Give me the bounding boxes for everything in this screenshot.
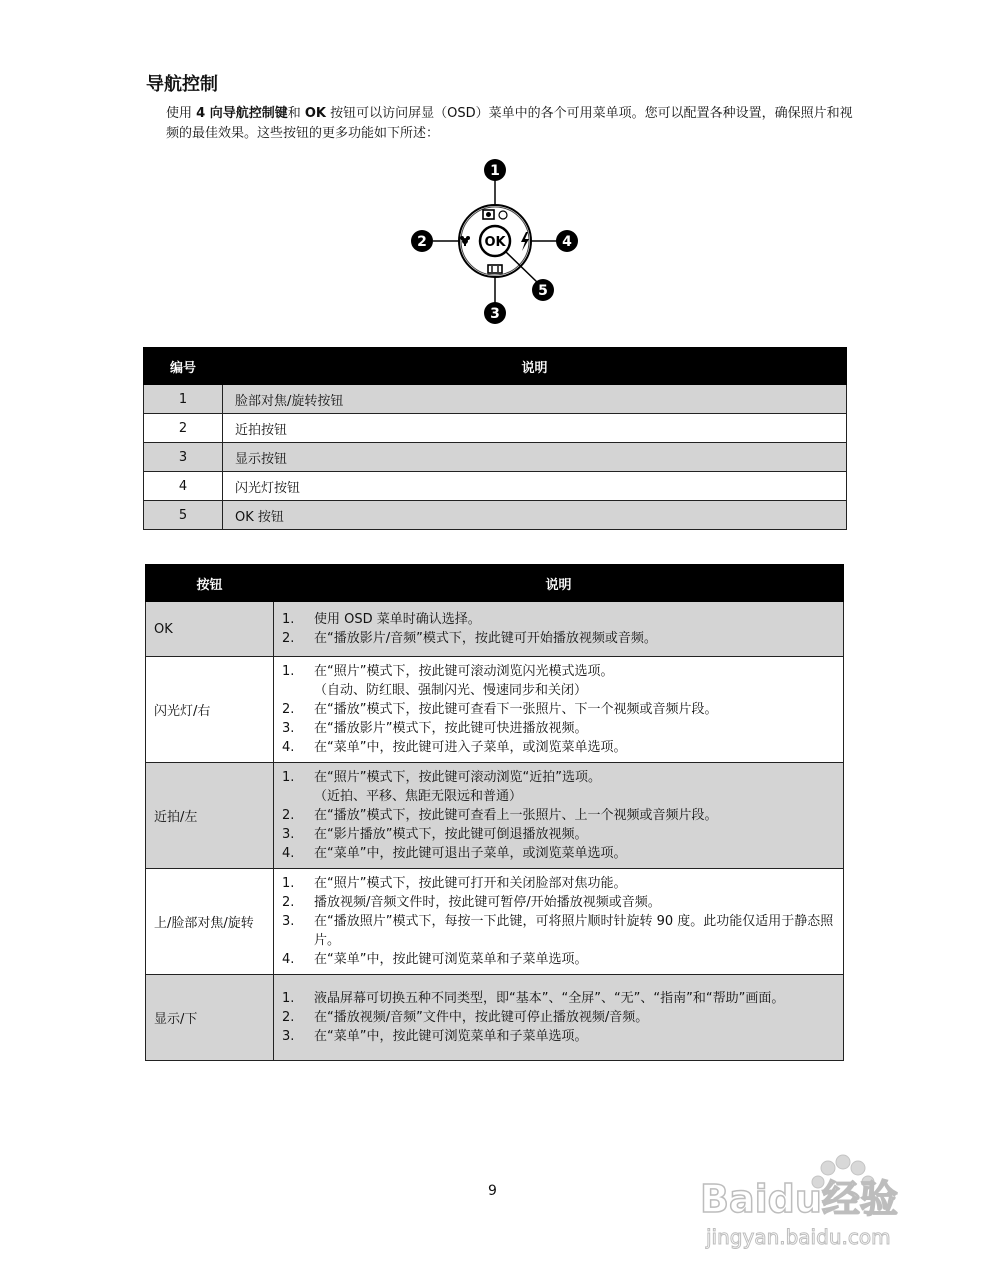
list-item: 1. 液晶屏幕可切换五种不同类型，即“基本”、“全屏”、“无”、“指南”和“帮助”画面。 [282, 991, 785, 1006]
row-desc: 闪光灯按钮 [223, 472, 847, 501]
table-row [144, 414, 847, 443]
row-desc: 近拍按钮 [223, 414, 847, 443]
row-number: 2 [144, 414, 223, 443]
list-item: 2. 在“播放视频/音频”文件中，按此键可停止播放视频/音频。 [282, 1010, 649, 1025]
list-item: （近拍、平移、焦距无限远和普通） [314, 789, 523, 804]
list-item: 1. 在“照片”模式下，按此键可打开和关闭脸部对焦功能。 [282, 876, 627, 891]
table-row [146, 975, 844, 1061]
list-item: 3. 在“播放照片”模式下，每按一下此键，可将照片顺时针旋转 90 度。此功能仅适用于静态照片。 [282, 914, 834, 948]
list-item: 2. 在“播放”模式下，按此键可查看下一张照片、下一个视频或音频片段。 [282, 702, 718, 717]
callout-4 [556, 230, 578, 252]
svg-text:5: 5 [538, 283, 548, 299]
row-button-name: 近拍/左 [146, 763, 274, 869]
table-row [144, 385, 847, 414]
list-item: 2. 播放视频/音频文件时，按此键可暂停/开始播放视频或音频。 [282, 895, 661, 910]
list-item: 3. 在“播放影片”模式下，按此键可快进播放视频。 [282, 721, 588, 736]
watermark-url: jingyan.baidu.com [706, 1225, 891, 1249]
list-item: 4. 在“菜单”中，按此键可进入子菜单，或浏览菜单选项。 [282, 740, 627, 755]
intro-bold-nav-key: 4 向导航控制键 [196, 106, 288, 121]
list-item: （自动、防红眼、强制闪光、慢速同步和关闭） [314, 683, 588, 698]
col-header-button: 按钮 [146, 565, 274, 602]
table-row [146, 869, 844, 975]
col-header-desc: 说明 [223, 348, 847, 385]
button-number-table [143, 347, 847, 530]
ok-button-label: OK [484, 235, 506, 250]
intro-paragraph: 使用 4 向导航控制键和 OK 按钮可以访问屏显（OSD）菜单中的各个可用菜单项。您可以配置各种设置，确保照片和视频的最佳效果。这些按钮的更多功能如下所述： [166, 106, 853, 141]
row-desc: 显示按钮 [223, 443, 847, 472]
list-item: 1. 在“照片”模式下，按此键可滚动浏览“近拍”选项。 [282, 770, 601, 785]
row-button-name: 显示/下 [146, 975, 274, 1061]
watermark-brand: Baidu经验 [700, 1177, 898, 1221]
list-item: 2. 在“播放”模式下，按此键可查看上一张照片、上一个视频或音频片段。 [282, 808, 718, 823]
section-title: 导航控制 [146, 74, 218, 95]
row-number: 5 [144, 501, 223, 530]
page-number: 9 [488, 1183, 497, 1199]
row-desc: 脸部对焦/旋转按钮 [223, 385, 847, 414]
row-button-name: OK [146, 602, 274, 657]
svg-text:3: 3 [490, 306, 500, 322]
list-item: 4. 在“菜单”中，按此键可退出子菜单，或浏览菜单选项。 [282, 846, 627, 861]
callout-1 [484, 159, 506, 181]
row-desc-list [274, 602, 844, 657]
svg-text:2: 2 [417, 234, 427, 250]
row-desc-list [274, 763, 844, 869]
callout-5 [532, 279, 554, 301]
table-row [146, 763, 844, 869]
row-number: 4 [144, 472, 223, 501]
svg-text:4: 4 [562, 234, 572, 250]
nav-pad-diagram [405, 158, 585, 328]
row-button-name: 闪光灯/右 [146, 657, 274, 763]
list-item: 2. 在“播放影片/音频”模式下，按此键可开始播放视频或音频。 [282, 631, 657, 646]
row-button-name: 上/脸部对焦/旋转 [146, 869, 274, 975]
row-desc-list [274, 657, 844, 763]
svg-text:1: 1 [490, 163, 500, 179]
row-number: 1 [144, 385, 223, 414]
callout-3 [484, 302, 506, 324]
row-number: 3 [144, 443, 223, 472]
table-row [144, 443, 847, 472]
table-row [146, 602, 844, 657]
list-item: 1. 在“照片”模式下，按此键可滚动浏览闪光模式选项。 [282, 664, 614, 679]
row-desc: OK 按钮 [223, 501, 847, 530]
table-row [146, 657, 844, 763]
row-desc-list [274, 975, 844, 1061]
table-row [144, 501, 847, 530]
col-header-number: 编号 [144, 348, 223, 385]
intro-bold-ok: OK [304, 106, 326, 121]
button-function-table [145, 564, 844, 1061]
callout-2 [411, 230, 433, 252]
list-item: 3. 在“菜单”中，按此键可浏览菜单和子菜单选项。 [282, 1029, 588, 1044]
list-item: 3. 在“影片播放”模式下，按此键可倒退播放视频。 [282, 827, 588, 842]
row-desc-list [274, 869, 844, 975]
list-item: 1. 使用 OSD 菜单时确认选择。 [282, 612, 481, 627]
col-header-desc: 说明 [274, 565, 844, 602]
table-row [144, 472, 847, 501]
baidu-watermark [700, 1150, 940, 1260]
list-item: 4. 在“菜单”中，按此键可浏览菜单和子菜单选项。 [282, 952, 588, 967]
